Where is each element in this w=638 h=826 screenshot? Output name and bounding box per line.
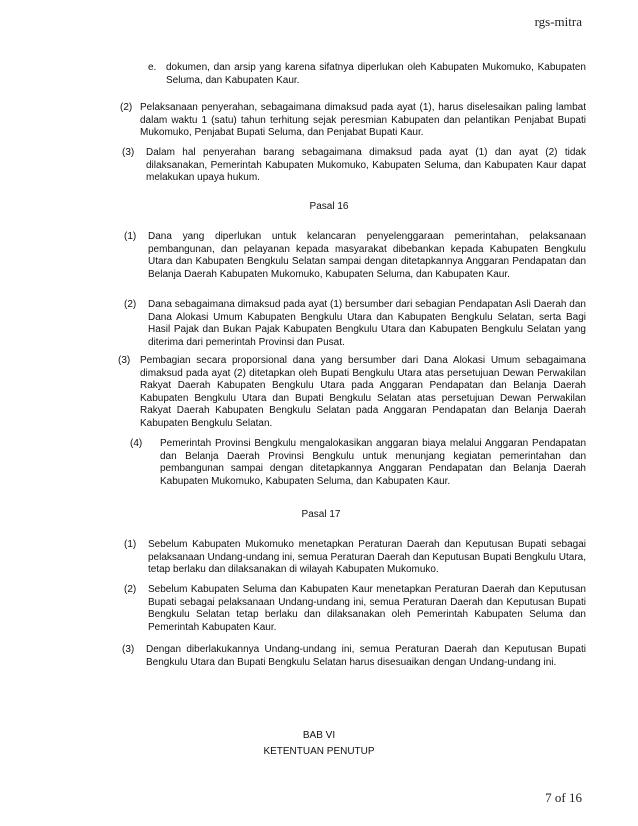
- list-item: [124, 584, 586, 634]
- list-item: [124, 231, 586, 281]
- item-number: (2): [120, 102, 133, 113]
- item-text: dokumen, dan arsip yang karena sifatnya diperlukan oleh Kabupaten Mukomuko, Kabupaten Seluma, dan Kabupaten Kaur.: [166, 62, 586, 86]
- item-text: Pembagian secara proporsional dana yang bersumber dari Dana Alokasi Umum sebagaimana dimaksud pada ayat (2) ditetapkan oleh Bupati Bengkulu Utara atas persetujuan Dewan Perwakilan Rakyat Daerah Kabupaten Bengkulu Utara pada Anggaran Pendapatan dan Belanja Daerah Kabupaten Bengkulu Utara dan Bupati Bengkulu Selatan atas persetujuan Dewan Perwakilan Rakyat Daerah Kabupaten Bengkulu Selatan pada Anggaran Pendapatan dan Belanja Daerah Kabupaten Bengkulu Selatan.: [140, 355, 586, 429]
- list-item: [124, 539, 586, 577]
- item-number: (3): [122, 644, 135, 655]
- item-text: Dalam hal penyerahan barang sebagaimana dimaksud pada ayat (1) dan ayat (2) tidak dilaksanakan, Pemerintah Kabupaten Mukomuko, Kabupaten Seluma, dan Kabupaten Kaur dapat melakukan upaya hukum.: [146, 147, 586, 184]
- item-number: (1): [124, 539, 137, 550]
- chapter-heading: BAB VI: [302, 730, 336, 741]
- list-item: [148, 62, 586, 87]
- item-text: Dana yang diperlukan untuk kelancaran penyelenggaraan pemerintahan, pelaksanaan pembangunan, dan pelayanan kepada masyarakat dibebankan kepada Kabupaten Bengkulu Utara dan Kabupaten Bengkulu Selatan sampai dengan ditetapkannya Anggaran Pendapatan dan Belanja Daerah Kabupaten Mukomuko, Kabupaten Seluma, dan Kabupaten Kaur.: [148, 231, 586, 280]
- item-number: e.: [148, 62, 157, 73]
- item-text: Sebelum Kabupaten Mukomuko menetapkan Peraturan Daerah dan Keputusan Bupati sebagai pelaksanaan Undang-undang ini, semua Peraturan Daerah dan Keputusan Bupati Bengkulu Utara, tetap berlaku dan dilaksanakan di wilayah Kabupaten Mukomuko.: [148, 539, 586, 576]
- list-item: [122, 147, 586, 185]
- item-text: Pelaksanaan penyerahan, sebagaimana dimaksud pada ayat (1), harus diselesaikan paling lambat dalam waktu 1 (satu) tahun terhitung sejak peresmian Kabupaten dan pelantikan Penjabat Bupati Mukomuko, Penjabat Bupati Seluma, dan Penjabat Bupati Kaur.: [140, 102, 586, 139]
- list-item: [120, 102, 586, 140]
- item-text: Pemerintah Provinsi Bengkulu mengalokasikan anggaran biaya melalui Anggaran Pendapatan dan Belanja Daerah Provinsi Bengkulu untuk menunjang kegiatan pemerintahan dan pembangunan sampai dengan ditetapkannya Anggaran Pendapatan dan Belanja Daerah Kabupaten Mukomuko, Kabupaten Seluma, dan Kabupaten Kaur.: [160, 438, 586, 487]
- list-item: [118, 355, 586, 431]
- item-number: (2): [124, 584, 137, 595]
- list-item: [122, 644, 586, 669]
- pasal-16-heading: Pasal 16: [309, 201, 349, 212]
- pasal-17-heading: Pasal 17: [301, 509, 341, 520]
- item-text: Dengan diberlakukannya Undang-undang ini, semua Peraturan Daerah dan Keputusan Bupati Bengkulu Utara dan Bupati Bengkulu Selatan harus disesuaikan dengan Undang-undang ini.: [146, 644, 586, 668]
- page-number: 7 of 16: [545, 790, 582, 805]
- item-number: (3): [122, 147, 135, 158]
- item-number: (3): [118, 355, 131, 366]
- item-number: (1): [124, 231, 137, 242]
- item-number: (4): [130, 438, 143, 449]
- header-brand: rgs-mitra: [534, 14, 582, 29]
- item-number: (2): [124, 299, 137, 310]
- chapter-title: KETENTUAN PENUTUP: [263, 746, 375, 757]
- list-item: [124, 299, 586, 349]
- item-text: Dana sebagaimana dimaksud pada ayat (1) bersumber dari sebagian Pendapatan Asli Daerah dan Dana Alokasi Umum Kabupaten Bengkulu Utara dan Kabupaten Bengkulu Selatan, serta Bagi Hasil Pajak dan Bukan Pajak Kabupaten Bengkulu Utara dan Kabupaten Bengkulu Selatan yang diterima dari pemerintah Provinsi dan Pusat.: [148, 299, 586, 348]
- list-item: [130, 438, 586, 488]
- item-text: Sebelum Kabupaten Seluma dan Kabupaten Kaur menetapkan Peraturan Daerah dan Keputusan Bupati sebagai pelaksanaan Undang-undang ini, semua Peraturan Daerah dan Keputusan Bupati Bengkulu Selatan tetap berlaku dan dilaksanakan oleh Pemerintah Kabupaten Seluma dan Pemerintah Kabupaten Kaur.: [148, 584, 586, 633]
